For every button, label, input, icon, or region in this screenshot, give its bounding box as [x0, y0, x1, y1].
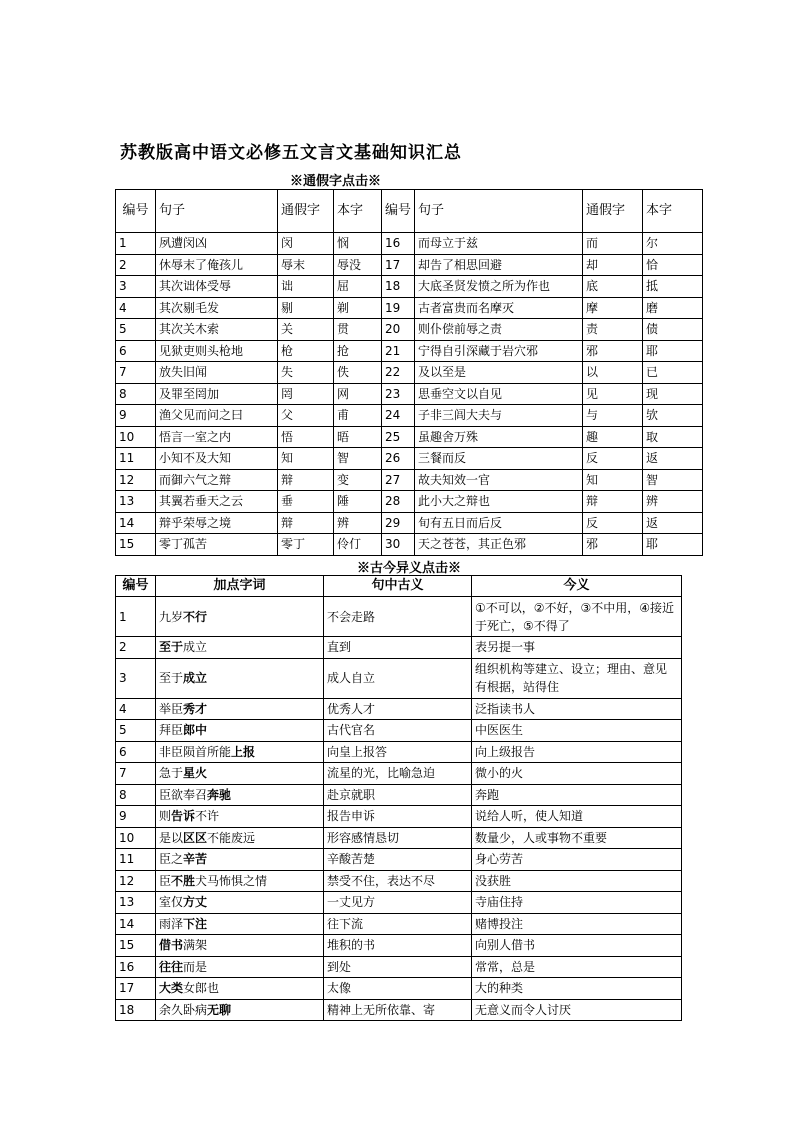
benzi-cell: 抢 [334, 340, 382, 362]
tongjia-cell: 反 [583, 512, 643, 534]
word-cell [156, 870, 324, 892]
row-num: 10 [116, 827, 156, 849]
benzi-cell: 陲 [334, 491, 382, 513]
tongjia-cell: 父 [278, 405, 334, 427]
sentence-cell: 则仆偿前辱之责 [415, 319, 583, 341]
gujin-table [115, 575, 682, 1021]
word-cell [156, 741, 324, 763]
word-context: 臣之 [159, 852, 184, 867]
modern-meaning-cell: 说给人听，使人知道 [472, 806, 682, 828]
word-cell [156, 597, 324, 637]
tongjia-cell: 关 [278, 319, 334, 341]
dotted-word: 区区 [183, 830, 208, 845]
modern-meaning-cell: 中医医生 [472, 720, 682, 742]
row-num: 25 [382, 426, 415, 448]
word-cell [156, 999, 324, 1021]
sentence-cell: 其次剔毛发 [156, 297, 278, 319]
row-num: 26 [382, 448, 415, 470]
sentence-cell: 子非三闾大夫与 [415, 405, 583, 427]
benzi-cell: 辨 [334, 512, 382, 534]
ancient-meaning-cell: 成人自立 [324, 658, 472, 698]
ancient-meaning-cell: 精神上无所依靠、寄 [324, 999, 472, 1021]
ancient-meaning-cell: 太像 [324, 978, 472, 1000]
row-num: 13 [116, 892, 156, 914]
dotted-word: 秀才 [183, 701, 208, 716]
table-row [116, 362, 703, 384]
header-word: 加点字词 [156, 576, 324, 597]
benzi-cell: 已 [643, 362, 703, 384]
ancient-meaning-cell: 报告申诉 [324, 806, 472, 828]
dotted-word: 不胜 [171, 873, 196, 888]
word-cell [156, 763, 324, 785]
word-context: 而是 [183, 959, 208, 974]
ancient-meaning-cell: 优秀人才 [324, 698, 472, 720]
table-row [116, 383, 703, 405]
dotted-word: 上报 [231, 744, 256, 759]
tongjia-cell: 辩 [278, 512, 334, 534]
table-row [116, 849, 682, 871]
benzi-cell: 尔 [643, 233, 703, 255]
table-row [116, 233, 703, 255]
row-num: 22 [382, 362, 415, 384]
table-row [116, 763, 682, 785]
row-num: 28 [382, 491, 415, 513]
word-context: 不能废远 [207, 830, 256, 845]
dotted-word: 大类 [159, 981, 184, 996]
table-row [116, 448, 703, 470]
row-num: 7 [116, 763, 156, 785]
table-row [116, 405, 703, 427]
word-cell [156, 637, 324, 659]
word-cell [156, 892, 324, 914]
benzi-cell: 贯 [334, 319, 382, 341]
word-cell [156, 935, 324, 957]
benzi-cell: 智 [334, 448, 382, 470]
header-sentence-2: 句子 [415, 190, 583, 233]
table-row [116, 340, 703, 362]
ancient-meaning-cell: 赴京就职 [324, 784, 472, 806]
dotted-word: 无聊 [207, 1002, 232, 1017]
modern-meaning-cell: 微小的火 [472, 763, 682, 785]
row-num: 3 [116, 658, 156, 698]
table-row [116, 956, 682, 978]
tongjia-cell: 枪 [278, 340, 334, 362]
sentence-cell: 其翼若垂天之云 [156, 491, 278, 513]
modern-meaning-cell: 向别人借书 [472, 935, 682, 957]
word-cell [156, 806, 324, 828]
tongjia-cell: 摩 [583, 297, 643, 319]
tongjia-cell: 闵 [278, 233, 334, 255]
section-title-gujin: ※古今异义点击※ [357, 561, 462, 576]
header-modern: 今义 [472, 576, 682, 597]
tongjia-cell: 知 [278, 448, 334, 470]
table-row [116, 658, 682, 698]
row-num: 9 [116, 806, 156, 828]
ancient-meaning-cell: 堆积的书 [324, 935, 472, 957]
dotted-word: 方丈 [183, 895, 208, 910]
word-context: 至于 [159, 671, 184, 685]
word-cell [156, 956, 324, 978]
row-num: 17 [116, 978, 156, 1000]
table-row [116, 597, 682, 637]
word-cell [156, 658, 324, 698]
dotted-word: 成立 [183, 671, 208, 685]
sentence-cell: 天之苍苍，其正色邪 [415, 534, 583, 556]
word-context: 犬马怖惧之情 [195, 873, 268, 888]
benzi-cell: 辨 [643, 491, 703, 513]
ancient-meaning-cell: 不会走路 [324, 597, 472, 637]
benzi-cell: 剃 [334, 297, 382, 319]
row-num: 21 [382, 340, 415, 362]
sentence-cell: 放失旧闻 [156, 362, 278, 384]
modern-meaning-cell: ①不可以，②不好，③不中用，④接近于死亡，⑤不得了 [472, 597, 682, 637]
row-num: 18 [116, 999, 156, 1021]
section-title-tongjia: ※通假字点击※ [290, 174, 382, 189]
modern-meaning-cell: 奔跑 [472, 784, 682, 806]
benzi-cell: 取 [643, 426, 703, 448]
modern-meaning-cell: 寺庙住持 [472, 892, 682, 914]
dotted-word: 至于 [159, 640, 184, 655]
tongjia-cell: 见 [583, 383, 643, 405]
ancient-meaning-cell: 往下流 [324, 913, 472, 935]
word-context: 女郎也 [183, 981, 220, 996]
tongjia-cell: 零丁 [278, 534, 334, 556]
row-num: 2 [116, 254, 156, 276]
modern-meaning-cell: 没获胜 [472, 870, 682, 892]
row-num: 3 [116, 276, 156, 298]
modern-meaning-cell: 无意义而令人讨厌 [472, 999, 682, 1021]
dotted-word: 往往 [159, 959, 184, 974]
tongjia-cell: 辩 [278, 469, 334, 491]
table-row [116, 999, 682, 1021]
modern-meaning-cell: 常常，总是 [472, 956, 682, 978]
tongjia-cell: 辩 [583, 491, 643, 513]
word-context: 臣 [159, 873, 172, 888]
row-num: 15 [116, 534, 156, 556]
tongjia-cell: 悟 [278, 426, 334, 448]
row-num: 12 [116, 469, 156, 491]
tongjia-cell: 趣 [583, 426, 643, 448]
row-num: 30 [382, 534, 415, 556]
row-num: 16 [382, 233, 415, 255]
tongjia-cell: 失 [278, 362, 334, 384]
benzi-cell: 晤 [334, 426, 382, 448]
dotted-word: 告诉 [171, 809, 196, 824]
header-benzi-2: 本字 [643, 190, 703, 233]
row-num: 7 [116, 362, 156, 384]
dotted-word: 奔驰 [207, 787, 232, 802]
row-num: 4 [116, 297, 156, 319]
benzi-cell: 智 [643, 469, 703, 491]
benzi-cell: 恰 [643, 254, 703, 276]
tongjia-cell: 与 [583, 405, 643, 427]
header-num-2: 编号 [382, 190, 415, 233]
modern-meaning-cell: 赌博投注 [472, 913, 682, 935]
row-num: 5 [116, 319, 156, 341]
row-num: 17 [382, 254, 415, 276]
sentence-cell: 夙遭闵凶 [156, 233, 278, 255]
ancient-meaning-cell: 向皇上报答 [324, 741, 472, 763]
table-row [116, 491, 703, 513]
header-benzi: 本字 [334, 190, 382, 233]
sentence-cell: 辩乎荣辱之境 [156, 512, 278, 534]
row-num: 1 [116, 597, 156, 637]
row-num: 1 [116, 233, 156, 255]
tongjia-cell: 而 [583, 233, 643, 255]
word-context: 室仅 [159, 895, 184, 910]
row-num: 15 [116, 935, 156, 957]
row-num: 13 [116, 491, 156, 513]
modern-meaning-cell: 数量少，人或事物不重要 [472, 827, 682, 849]
sentence-cell: 三餐而反 [415, 448, 583, 470]
ancient-meaning-cell: 辛酸苦楚 [324, 849, 472, 871]
word-context: 是以 [159, 830, 184, 845]
table-row [116, 935, 682, 957]
tongjia-cell: 知 [583, 469, 643, 491]
word-context: 则 [159, 809, 172, 824]
tongjia-cell: 反 [583, 448, 643, 470]
table-row [116, 806, 682, 828]
benzi-cell: 伶仃 [334, 534, 382, 556]
row-num: 27 [382, 469, 415, 491]
header-sentence: 句子 [156, 190, 278, 233]
word-cell [156, 720, 324, 742]
modern-meaning-cell: 组织机构等建立、设立；理由、意见有根据，站得住 [472, 658, 682, 698]
sentence-cell: 渔父见而问之曰 [156, 405, 278, 427]
tongjia-cell: 邪 [583, 340, 643, 362]
benzi-cell: 返 [643, 512, 703, 534]
document-title: 苏教版高中语文必修五文言文基础知识汇总 [120, 143, 462, 163]
sentence-cell: 此小大之辩也 [415, 491, 583, 513]
table-header-row [116, 190, 703, 233]
header-tongjia: 通假字 [278, 190, 334, 233]
sentence-cell: 零丁孤苦 [156, 534, 278, 556]
sentence-cell: 宁得自引深藏于岩穴邪 [415, 340, 583, 362]
sentence-cell: 思垂空文以自见 [415, 383, 583, 405]
ancient-meaning-cell: 古代官名 [324, 720, 472, 742]
word-context: 余久卧病 [159, 1002, 208, 1017]
word-cell [156, 849, 324, 871]
word-context: 不许 [195, 809, 220, 824]
word-cell [156, 784, 324, 806]
sentence-cell: 虽趣舍万殊 [415, 426, 583, 448]
ancient-meaning-cell: 禁受不住，表达不尽 [324, 870, 472, 892]
word-context: 非臣陨首所能 [159, 744, 232, 759]
row-num: 9 [116, 405, 156, 427]
sentence-cell: 古者富贵而名摩灭 [415, 297, 583, 319]
benzi-cell: 网 [334, 383, 382, 405]
benzi-cell: 变 [334, 469, 382, 491]
benzi-cell: 辱没 [334, 254, 382, 276]
sentence-cell: 其次关木索 [156, 319, 278, 341]
modern-meaning-cell: 向上级报告 [472, 741, 682, 763]
word-context: 急于 [159, 766, 184, 781]
dotted-word: 下注 [183, 916, 208, 931]
dotted-word: 借书 [159, 938, 184, 953]
benzi-cell: 磨 [643, 297, 703, 319]
tongjia-cell: 诎 [278, 276, 334, 298]
sentence-cell: 而母立于兹 [415, 233, 583, 255]
tongjia-table [115, 189, 703, 556]
header-num: 编号 [116, 190, 156, 233]
row-num: 8 [116, 383, 156, 405]
benzi-cell: 债 [643, 319, 703, 341]
row-num: 23 [382, 383, 415, 405]
sentence-cell: 故夫知效一官 [415, 469, 583, 491]
header-num: 编号 [116, 576, 156, 597]
row-num: 16 [116, 956, 156, 978]
word-cell [156, 698, 324, 720]
word-context: 臣欲奉召 [159, 787, 208, 802]
table-header-row [116, 576, 682, 597]
tongjia-cell: 辱末 [278, 254, 334, 276]
benzi-cell: 甫 [334, 405, 382, 427]
table-row [116, 297, 703, 319]
benzi-cell: 欤 [643, 405, 703, 427]
word-context: 满架 [183, 938, 208, 953]
row-num: 14 [116, 913, 156, 935]
table-row [116, 512, 703, 534]
header-ancient: 句中古义 [324, 576, 472, 597]
sentence-cell: 却告了相思回避 [415, 254, 583, 276]
sentence-cell: 旬有五日而后反 [415, 512, 583, 534]
row-num: 29 [382, 512, 415, 534]
benzi-cell: 屈 [334, 276, 382, 298]
table-row [116, 892, 682, 914]
benzi-cell: 悯 [334, 233, 382, 255]
table-row [116, 254, 703, 276]
modern-meaning-cell: 表另提一事 [472, 637, 682, 659]
table-row [116, 469, 703, 491]
modern-meaning-cell: 泛指读书人 [472, 698, 682, 720]
row-num: 12 [116, 870, 156, 892]
dotted-word: 不行 [183, 609, 208, 624]
row-num: 4 [116, 698, 156, 720]
word-context: 成立 [183, 640, 208, 655]
table-row [116, 319, 703, 341]
ancient-meaning-cell: 一丈见方 [324, 892, 472, 914]
modern-meaning-cell: 身心劳苦 [472, 849, 682, 871]
tongjia-cell: 责 [583, 319, 643, 341]
word-context: 九岁 [159, 609, 184, 624]
tongjia-cell: 剔 [278, 297, 334, 319]
table-row [116, 784, 682, 806]
table-row [116, 698, 682, 720]
table-row [116, 276, 703, 298]
ancient-meaning-cell: 形容感情恳切 [324, 827, 472, 849]
sentence-cell: 悟言一室之内 [156, 426, 278, 448]
word-cell [156, 913, 324, 935]
benzi-cell: 耶 [643, 340, 703, 362]
tongjia-cell: 却 [583, 254, 643, 276]
tongjia-cell: 以 [583, 362, 643, 384]
sentence-cell: 而御六气之辩 [156, 469, 278, 491]
tongjia-cell: 邪 [583, 534, 643, 556]
table-row [116, 534, 703, 556]
row-num: 2 [116, 637, 156, 659]
ancient-meaning-cell: 流星的光，比喻急迫 [324, 763, 472, 785]
row-num: 20 [382, 319, 415, 341]
table-row [116, 913, 682, 935]
dotted-word: 辛苦 [183, 852, 208, 867]
benzi-cell: 佚 [334, 362, 382, 384]
row-num: 11 [116, 849, 156, 871]
dotted-word: 郎中 [183, 723, 208, 738]
word-cell [156, 978, 324, 1000]
sentence-cell: 休辱末了俺孩儿 [156, 254, 278, 276]
table-row [116, 978, 682, 1000]
row-num: 6 [116, 340, 156, 362]
tongjia-cell: 垂 [278, 491, 334, 513]
sentence-cell: 小知不及大知 [156, 448, 278, 470]
tongjia-cell: 底 [583, 276, 643, 298]
benzi-cell: 返 [643, 448, 703, 470]
ancient-meaning-cell: 直到 [324, 637, 472, 659]
row-num: 14 [116, 512, 156, 534]
row-num: 11 [116, 448, 156, 470]
tongjia-cell: 罔 [278, 383, 334, 405]
word-context: 举臣 [159, 701, 184, 716]
table-row [116, 741, 682, 763]
word-context: 雨泽 [159, 916, 184, 931]
table-row [116, 720, 682, 742]
row-num: 24 [382, 405, 415, 427]
ancient-meaning-cell: 到处 [324, 956, 472, 978]
table-row [116, 827, 682, 849]
sentence-cell: 见狱吏则头枪地 [156, 340, 278, 362]
row-num: 8 [116, 784, 156, 806]
word-cell [156, 827, 324, 849]
table-row [116, 637, 682, 659]
table-row [116, 426, 703, 448]
sentence-cell: 大底圣贤发愤之所为作也 [415, 276, 583, 298]
sentence-cell: 及罪至罔加 [156, 383, 278, 405]
row-num: 18 [382, 276, 415, 298]
header-tongjia-2: 通假字 [583, 190, 643, 233]
row-num: 10 [116, 426, 156, 448]
modern-meaning-cell: 大的种类 [472, 978, 682, 1000]
row-num: 5 [116, 720, 156, 742]
row-num: 19 [382, 297, 415, 319]
sentence-cell: 及以至是 [415, 362, 583, 384]
benzi-cell: 耶 [643, 534, 703, 556]
sentence-cell: 其次诎体受辱 [156, 276, 278, 298]
benzi-cell: 现 [643, 383, 703, 405]
word-context: 拜臣 [159, 723, 184, 738]
benzi-cell: 抵 [643, 276, 703, 298]
dotted-word: 星火 [183, 766, 208, 781]
row-num: 6 [116, 741, 156, 763]
table-row [116, 870, 682, 892]
